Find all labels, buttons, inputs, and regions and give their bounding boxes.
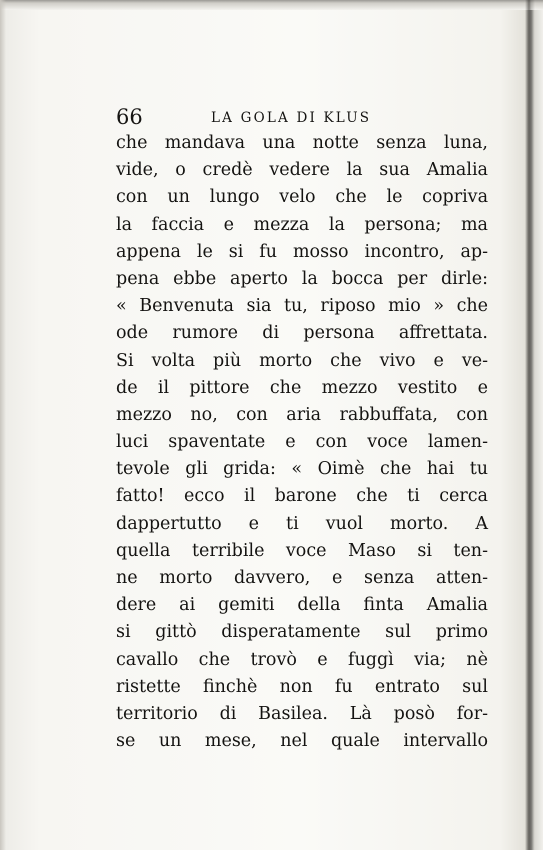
body-text — [116, 130, 488, 755]
text-line: che mandava una notte senza luna, — [116, 133, 488, 153]
text-line: ne morto davvero, e senza atten- — [116, 568, 488, 588]
text-line: la faccia e mezza la persona; ma — [116, 214, 488, 235]
text-line: pena ebbe aperto la bocca per dirle: — [116, 268, 488, 289]
text-line: de il pittore che mezzo vestito e — [116, 377, 488, 398]
text-line: luci spaventate e con voce lamen- — [116, 432, 488, 453]
text-line: tevole gli grida: « Oimè che hai tu — [116, 459, 488, 480]
text-line: dere ai gemiti della finta Amalia — [116, 595, 488, 616]
text-line: mezzo no, con aria rabbuffata, con — [116, 404, 488, 425]
text-line: cavallo che trovò e fuggì via; nè — [116, 649, 488, 670]
text-line: « Benvenuta sia tu, riposo mio » che — [116, 296, 488, 317]
page-number: 66 — [116, 105, 143, 129]
text-line: vide, o credè vedere la sua Amalia — [116, 160, 488, 181]
text-line: ristette finchè non fu entrato sul — [116, 676, 488, 697]
book-spine-shadow — [525, 0, 535, 850]
text-line: appena le si fu mosso incontro, ap- — [116, 241, 488, 262]
text-line: ode rumore di persona affrettata. — [116, 323, 488, 344]
text-line: dappertutto e ti vuol morto. A — [116, 513, 488, 534]
page-header — [116, 104, 496, 130]
text-line: si gittò disperatamente sul primo — [116, 622, 488, 643]
text-line: se un mese, nel quale intervallo — [116, 731, 488, 752]
running-head: LA GOLA DI KLUS — [211, 110, 372, 126]
text-line: fatto! ecco il barone che ti cerca — [116, 486, 488, 507]
text-line: quella terribile voce Maso si ten- — [116, 540, 488, 561]
page-left-edge — [0, 0, 6, 850]
text-line: Si volta più morto che vivo e ve- — [116, 350, 488, 371]
text-line: territorio di Basilea. Là posò for- — [116, 703, 488, 724]
text-line: con un lungo velo che le copriva — [116, 187, 488, 208]
